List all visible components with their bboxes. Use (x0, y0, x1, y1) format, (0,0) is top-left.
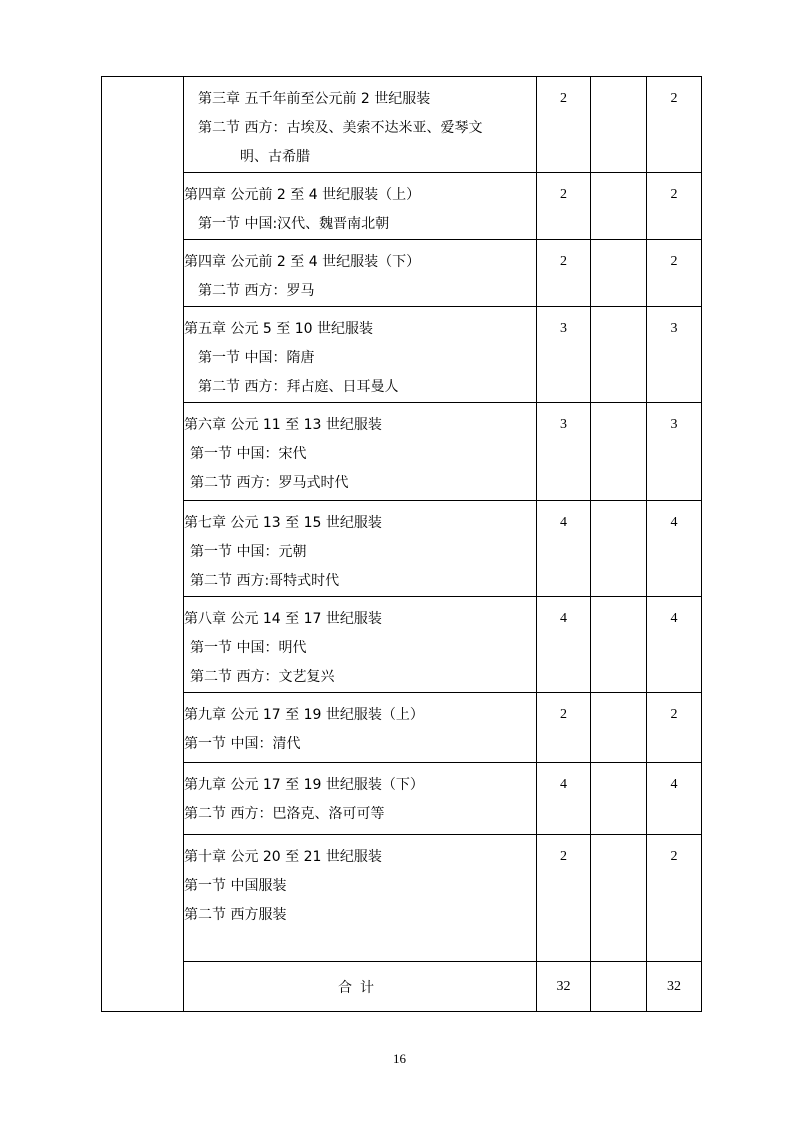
hours-cell: 4 (537, 597, 591, 693)
hours-cell (591, 501, 647, 597)
table-row (102, 597, 702, 693)
hours-cell (591, 693, 647, 763)
topic-cell (184, 597, 537, 693)
table-row (102, 173, 702, 240)
section-line: 第二节 西方：罗马式时代 (190, 475, 349, 491)
total-label: 合计 (184, 962, 537, 1012)
table-row (102, 240, 702, 307)
hours-cell: 4 (537, 763, 591, 835)
section-line: 第一节 中国：明代 (190, 640, 307, 656)
table-row (102, 763, 702, 835)
hours-cell (591, 763, 647, 835)
hours-cell (591, 240, 647, 307)
table-row (102, 307, 702, 403)
hours-cell: 2 (647, 240, 702, 307)
section-line: 第一节 中国：元朝 (190, 544, 307, 560)
table-row (102, 693, 702, 763)
page-number: 16 (393, 1051, 406, 1066)
total-hours-cell: 32 (537, 962, 591, 1012)
hours-cell: 3 (647, 403, 702, 501)
topic-cell (184, 173, 537, 240)
topic-cell (184, 307, 537, 403)
hours-cell: 3 (537, 403, 591, 501)
chapter-line: 第四章 公元前 2 至 4 世纪服装（下） (184, 254, 421, 270)
hours-cell: 2 (537, 240, 591, 307)
hours-cell: 2 (537, 693, 591, 763)
chapter-line: 第五章 公元 5 至 10 世纪服装 (184, 321, 373, 337)
hours-cell (591, 403, 647, 501)
total-row (102, 962, 702, 1012)
table-row (102, 501, 702, 597)
hours-cell: 2 (647, 693, 702, 763)
topic-cell (184, 835, 537, 962)
section-line: 第一节 中国服装 (184, 878, 287, 894)
hours-cell (591, 77, 647, 173)
table-row (102, 77, 702, 173)
topic-cell (184, 501, 537, 597)
section-line: 第二节 西方：文艺复兴 (190, 669, 335, 685)
section-line: 第二节 西方：巴洛克、洛可可等 (184, 806, 385, 822)
topic-cell (184, 693, 537, 763)
topic-cell (184, 763, 537, 835)
table-row (102, 835, 702, 962)
hours-cell: 2 (647, 835, 702, 962)
table-row (102, 403, 702, 501)
chapter-line: 第四章 公元前 2 至 4 世纪服装（上） (184, 187, 421, 203)
table-body (102, 77, 702, 1012)
hours-cell (591, 307, 647, 403)
section-line: 第一节 中国:汉代、魏晋南北朝 (198, 216, 390, 232)
hours-cell: 2 (537, 173, 591, 240)
total-hours-cell: 32 (647, 962, 702, 1012)
hours-cell (591, 597, 647, 693)
section-line: 第二节 西方：拜占庭、日耳曼人 (198, 379, 399, 395)
chapter-line: 第九章 公元 17 至 19 世纪服装（上） (184, 707, 424, 723)
topic-cell (184, 403, 537, 501)
chapter-line: 第十章 公元 20 至 21 世纪服装 (184, 849, 382, 865)
hours-cell: 2 (537, 835, 591, 962)
section-line: 明、古希腊 (240, 149, 310, 165)
course-schedule-table (101, 76, 702, 1012)
section-line: 第一节 中国：宋代 (190, 446, 307, 462)
section-line: 第二节 西方服装 (184, 907, 287, 923)
section-line: 第一节 中国：隋唐 (198, 350, 315, 366)
chapter-line: 第三章 五千年前至公元前 2 世纪服装 (198, 91, 431, 107)
hours-cell: 4 (647, 501, 702, 597)
chapter-line: 第八章 公元 14 至 17 世纪服装 (184, 611, 382, 627)
hours-cell: 2 (647, 77, 702, 173)
hours-cell: 4 (647, 763, 702, 835)
hours-cell: 3 (537, 307, 591, 403)
hours-cell: 2 (647, 173, 702, 240)
topic-cell (184, 77, 537, 173)
hours-cell (591, 173, 647, 240)
section-line: 第二节 西方：古埃及、美索不达米亚、爱琴文 (198, 120, 483, 136)
chapter-line: 第九章 公元 17 至 19 世纪服装（下） (184, 777, 424, 793)
section-line: 第一节 中国：清代 (184, 736, 301, 752)
hours-cell: 2 (537, 77, 591, 173)
chapter-line: 第六章 公元 11 至 13 世纪服装 (184, 417, 382, 433)
hours-cell: 4 (537, 501, 591, 597)
section-line: 第二节 西方:哥特式时代 (190, 573, 340, 589)
topic-cell (184, 240, 537, 307)
section-line: 第二节 西方：罗马 (198, 283, 315, 299)
chapter-line: 第七章 公元 13 至 15 世纪服装 (184, 515, 382, 531)
hours-cell (591, 835, 647, 962)
left-blank-column (102, 77, 184, 1012)
total-hours-cell (591, 962, 647, 1012)
hours-cell: 4 (647, 597, 702, 693)
hours-cell: 3 (647, 307, 702, 403)
